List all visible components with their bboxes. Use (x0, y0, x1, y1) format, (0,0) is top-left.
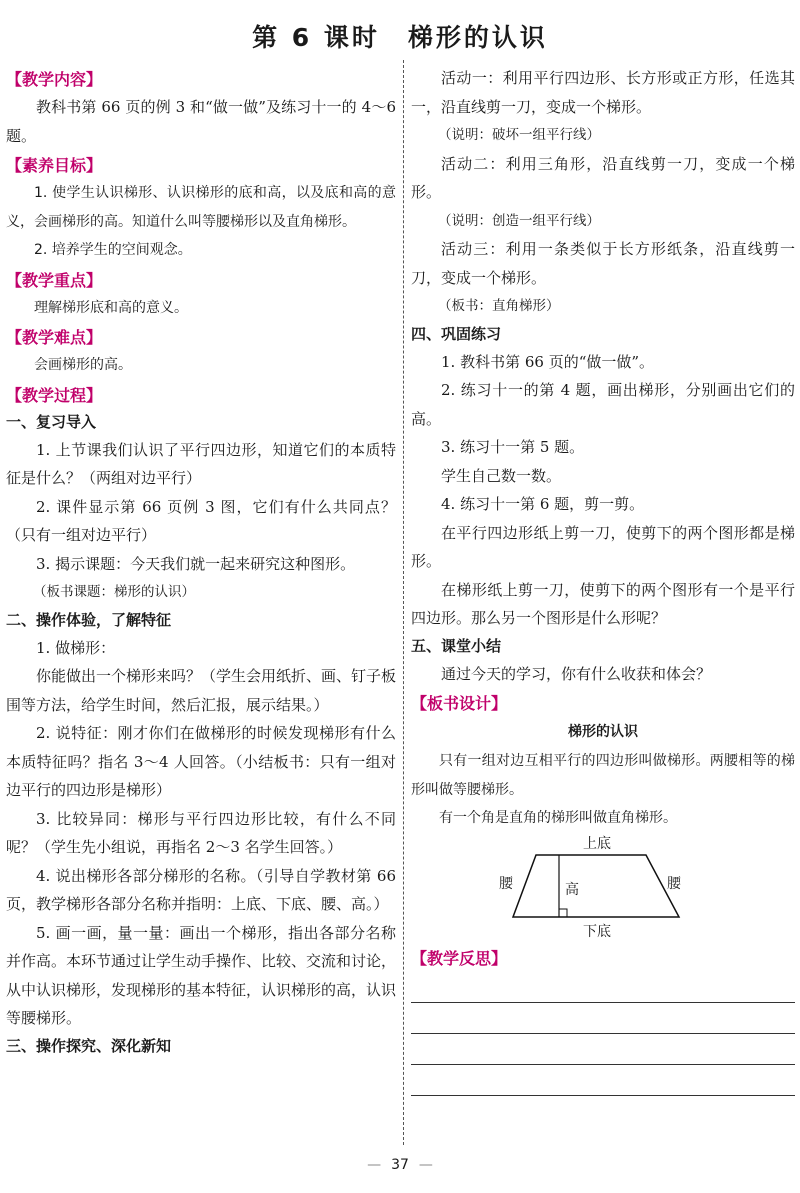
section-heading-reflection: 【教学反思】 (411, 948, 508, 968)
operate-item-6: 5. 画一画，量一量：画出一个梯形，指出各部分名称并作高。本环节通过让学生动手操作、比较、交流和讨论，从中认识梯形，发现梯形的基本特征，认识梯形的高，认识等腰梯形。 (6, 923, 397, 1027)
activity-3-note: （板书：直角梯形） (438, 298, 560, 314)
label-left-leg: 腰 (499, 875, 513, 892)
column-divider (403, 60, 404, 1145)
section-heading-content: 【教学内容】 (6, 70, 103, 89)
activity-1-note: （说明：破坏一组平行线） (438, 127, 600, 143)
review-item-3: 3. 揭示课题：今天我们就一起来研究这种图形。 (36, 554, 356, 573)
activity-2: 活动二：利用三角形，沿直线剪一刀，变成一个梯形。 (411, 154, 795, 201)
label-height: 高 (565, 881, 579, 898)
page-footer: — 37 — (367, 1157, 433, 1173)
reflection-line (411, 1065, 795, 1096)
operate-item-4: 3. 比较异同：梯形与平行四边形比较，有什么不同呢？（学生先小组说，再指名 2～3 名学生回答。） (6, 809, 396, 856)
label-right-leg: 腰 (667, 875, 681, 892)
board-text-2: 有一个角是直角的梯形叫做直角梯形。 (439, 810, 677, 826)
reflection-line (411, 972, 795, 1003)
review-note: （板书课题：梯形的认识） (33, 584, 195, 600)
operate-item-1: 1. 做梯形： (36, 638, 116, 657)
section-heading-process: 【教学过程】 (6, 385, 103, 405)
board-title: 梯形的认识 (568, 724, 638, 740)
review-item-1: 1. 上节课我们认识了平行四边形，知道它们的本质特征是什么？（两组对边平行） (6, 440, 396, 487)
left-column (6, 64, 396, 1060)
section-heading-board: 【板书设计】 (411, 694, 508, 713)
label-top-base: 上底 (583, 835, 611, 852)
activity-3: 活动三：利用一条类似于长方形纸条，沿直线剪一刀，变成一个梯形。 (411, 240, 795, 287)
goals-item-1: 1. 使学生认识梯形、认识梯形的底和高，以及底和高的意义，会画梯形的高。知道什么叫等腰梯形以及直角梯形。 (6, 185, 396, 230)
operate-item-3: 2. 说特征：刚才你们在做梯形的时候发现梯形有什么本质特征吗？指名 3～4 人回答。（小结板书：只有一组对边平行的四边形是梯形） (6, 724, 396, 799)
goals-item-2: 2. 培养学生的空间观念。 (34, 242, 192, 258)
practice-item-7: 在梯形纸上剪一刀，使剪下的两个图形有一个是平行四边形。那么另一个图形是什么形呢？ (411, 580, 795, 627)
subheading-practice: 四、巩固练习 (411, 324, 502, 343)
label-bottom-base: 下底 (583, 923, 611, 940)
right-column (411, 64, 795, 1096)
page-title: 第 6 课时 梯形的认识 (252, 23, 548, 52)
subheading-operate: 二、操作体验，了解特征 (6, 610, 172, 629)
practice-item-5: 4. 练习十一第 6 题，剪一剪。 (441, 495, 645, 513)
summary-text: 通过今天的学习，你有什么收获和体会？ (441, 664, 712, 683)
reflection-line (411, 1034, 795, 1065)
practice-item-1: 1. 教科书第 66 页的“做一做”。 (441, 352, 655, 371)
review-item-2: 2. 课件显示第 66 页例 3 图，它们有什么共同点？（只有一组对边平行） (6, 497, 396, 544)
section-heading-key: 【教学重点】 (6, 270, 103, 290)
subheading-summary: 五、课堂小结 (411, 636, 502, 655)
practice-item-2: 2. 练习十一的第 4 题，画出梯形，分别画出它们的高。 (411, 381, 795, 428)
content-text: 教科书第 66 页的例 3 和“做一做”及练习十一的 4～6 题。 (6, 98, 396, 145)
operate-item-5: 4. 说出梯形各部分梯形的名称。（引导自学教材第 66 页，教学梯形各部分名称并指明：上底、下底、腰、高。） (6, 866, 396, 913)
activity-1: 活动一：利用平行四边形、长方形或正方形，任选其一，沿直线剪一刀，变成一个梯形。 (411, 69, 795, 116)
practice-item-3: 3. 练习十一第 5 题。 (441, 438, 585, 456)
trapezoid-shape (513, 855, 679, 917)
operate-item-2: 你能做出一个梯形来吗？（学生会用纸折、画、钉子板围等方法，给学生时间，然后汇报，展示结果。） (6, 667, 397, 714)
subheading-explore: 三、操作探究、深化新知 (6, 1036, 172, 1055)
activity-2-note: （说明：创造一组平行线） (438, 212, 600, 229)
key-text: 理解梯形底和高的意义。 (34, 299, 188, 316)
trapezoid-diagram (411, 833, 795, 943)
section-heading-difficulty: 【教学难点】 (6, 328, 103, 347)
section-heading-goals: 【素养目标】 (6, 156, 103, 175)
practice-item-4: 学生自己数一数。 (441, 466, 562, 485)
difficulty-text: 会画梯形的高。 (34, 357, 132, 373)
subheading-review: 一、复习导入 (6, 412, 97, 431)
board-text-1: 只有一组对边互相平行的四边形叫做梯形。两腰相等的梯形叫做等腰梯形。 (411, 753, 795, 798)
reflection-line (411, 1003, 795, 1034)
page-number: 37 (391, 1157, 409, 1173)
right-angle-mark (559, 909, 567, 917)
practice-item-6: 在平行四边形纸上剪一刀，使剪下的两个图形都是梯形。 (411, 523, 795, 570)
